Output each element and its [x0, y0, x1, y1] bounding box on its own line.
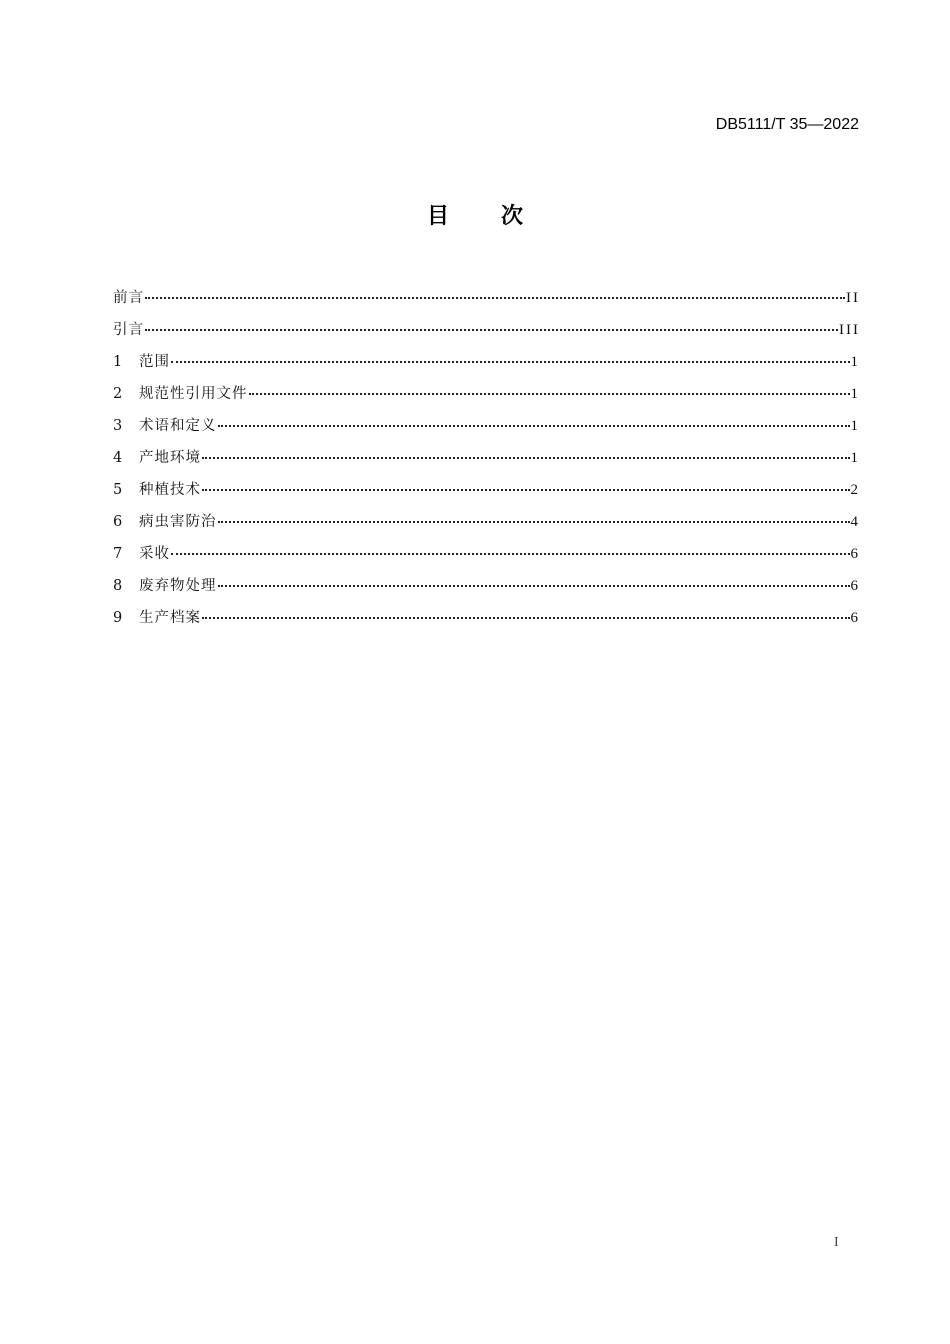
- toc-entry-label: 引言: [113, 322, 144, 338]
- toc-entry-label: 废弃物处理: [139, 578, 217, 594]
- toc-entry-number: 3: [113, 418, 123, 434]
- dot-leader: [171, 349, 850, 363]
- dot-leader: [145, 285, 845, 299]
- toc-entry-page: 1: [850, 386, 860, 402]
- toc-entry-planting[interactable]: [113, 478, 860, 510]
- toc-entry-page: 1: [850, 418, 860, 434]
- toc-entry-page: 6: [850, 578, 860, 594]
- toc-entry-foreword[interactable]: [113, 286, 860, 318]
- toc-entry-label: 采收: [139, 546, 170, 562]
- toc-entry-number: 2: [113, 386, 123, 402]
- toc-entry-page: 1: [850, 450, 860, 466]
- toc-entry-page: 6: [850, 610, 860, 626]
- toc-entry-number: 9: [113, 610, 123, 626]
- toc-entry-normative-references[interactable]: [113, 382, 860, 414]
- toc-entry-page: 6: [850, 546, 860, 562]
- toc-entry-number: 8: [113, 578, 123, 594]
- toc-entry-page: 2: [850, 482, 860, 498]
- dot-leader: [202, 477, 850, 491]
- dot-leader: [202, 605, 850, 619]
- toc-entry-introduction[interactable]: [113, 318, 860, 350]
- toc-entry-label: 范围: [139, 354, 170, 370]
- title-char-2: 次: [501, 204, 524, 229]
- toc-entry-page: II: [846, 290, 860, 306]
- title-char-1: 目: [426, 204, 449, 229]
- toc-entry-page: 4: [850, 514, 860, 530]
- toc-entry-label: 生产档案: [139, 610, 201, 626]
- toc-entry-production-records[interactable]: [113, 606, 860, 638]
- toc-entry-label: 产地环境: [139, 450, 201, 466]
- toc-entry-label: 术语和定义: [139, 418, 217, 434]
- dot-leader: [218, 509, 850, 523]
- toc-entry-terms-definitions[interactable]: [113, 414, 860, 446]
- toc-entry-label: 病虫害防治: [139, 514, 217, 530]
- dot-leader: [218, 573, 850, 587]
- page-title: [0, 202, 950, 232]
- toc-entry-scope[interactable]: [113, 350, 860, 382]
- toc-entry-pest-control[interactable]: [113, 510, 860, 542]
- toc-entry-number: 4: [113, 450, 123, 466]
- dot-leader: [202, 445, 850, 459]
- toc-entry-number: 1: [113, 354, 123, 370]
- dot-leader: [249, 381, 850, 395]
- standard-code: DB5111/T 35—2022: [715, 116, 859, 133]
- dot-leader: [145, 317, 838, 331]
- toc-entry-number: 5: [113, 482, 123, 498]
- toc-entry-label: 种植技术: [139, 482, 201, 498]
- toc-entry-environment[interactable]: [113, 446, 860, 478]
- toc-entry-page: III: [839, 322, 860, 338]
- dot-leader: [218, 413, 850, 427]
- table-of-contents: [113, 286, 860, 638]
- toc-entry-waste-disposal[interactable]: [113, 574, 860, 606]
- toc-entry-page: 1: [850, 354, 860, 370]
- toc-entry-label: 规范性引用文件: [139, 386, 248, 402]
- toc-entry-label: 前言: [113, 290, 144, 306]
- page-number: I: [834, 1235, 839, 1250]
- toc-entry-number: 6: [113, 514, 123, 530]
- dot-leader: [171, 541, 850, 555]
- toc-entry-harvest[interactable]: [113, 542, 860, 574]
- toc-entry-number: 7: [113, 546, 123, 562]
